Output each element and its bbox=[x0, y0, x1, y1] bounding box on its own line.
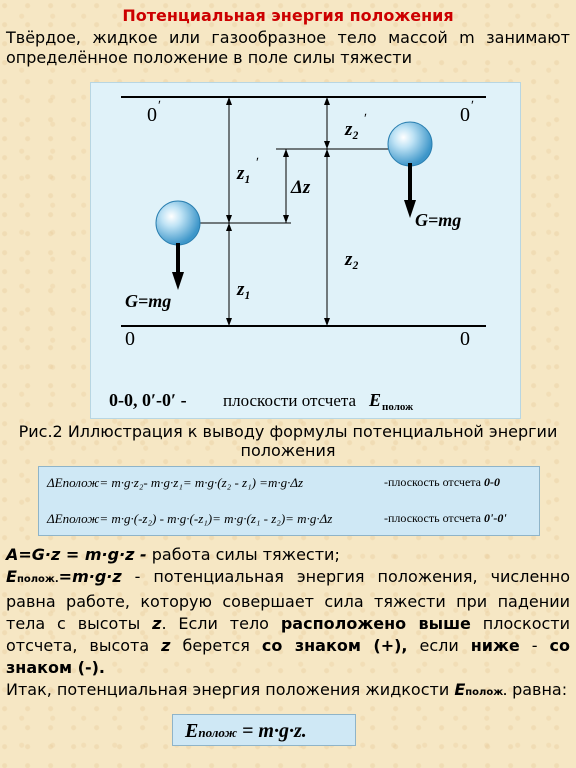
label-zero-left: 0 bbox=[125, 328, 135, 350]
body-text bbox=[6, 544, 570, 704]
legend-E: E bbox=[369, 390, 382, 410]
figure-svg bbox=[91, 83, 520, 418]
figure-illustration bbox=[90, 82, 521, 419]
figure-caption: Рис.2 Иллюстрация к выводу формулы потенциальной энергии положения bbox=[18, 422, 558, 460]
svg-text:ʹ: ʹ bbox=[471, 99, 475, 114]
formula-row-2: ΔEполож= m·g·(-z₂) - m·g·(-z₁)= m·g·(z₁ - z₂)= m·g·Δz bbox=[47, 511, 333, 526]
legend-planes: 0-0, 0ʹ-0ʹ - bbox=[109, 390, 187, 410]
label-zero-prime-right: 0 bbox=[460, 104, 470, 126]
formula-row-1: ΔEполож= m·g·z₂- m·g·z₁= m·g·(z₂ - z₁) =m·g·Δz bbox=[47, 475, 304, 490]
label-z1: z₁ bbox=[237, 279, 252, 300]
energy-definition: Eполож.=m·g·z - потенциальная энергия положения, численно равна работе, которую совершает сила тяжести при падении тела с высоты z. Если тело расположено выше плоскости отсчета, высота z берется со знаком (+), если ниже - со знаком (-). bbox=[6, 567, 571, 677]
work-definition: A=G·z = m·g·z - работа силы тяжести; bbox=[6, 545, 340, 564]
formula-row-2-note: -плоскость отсчета 0ʹ-0ʹ bbox=[384, 511, 507, 525]
legend-text: плоскости отсчета bbox=[223, 391, 357, 410]
formula-row-1-note: -плоскость отсчета 0-0 bbox=[384, 475, 500, 489]
label-delta-z: Δz bbox=[291, 177, 311, 198]
label-zero-prime-left: 0 bbox=[147, 104, 157, 126]
force-arrow-lower bbox=[172, 272, 184, 290]
svg-text:ʹ: ʹ bbox=[158, 99, 162, 114]
label-force-lower: G=mg bbox=[125, 291, 172, 311]
formula-box bbox=[38, 466, 540, 536]
svg-text:ʹ: ʹ bbox=[364, 112, 368, 127]
conclusion: Итак, потенциальная энергия положения жидкости Eполож. равна: bbox=[6, 680, 568, 699]
label-z2: z₂ bbox=[345, 249, 360, 270]
ball-lower bbox=[156, 201, 200, 245]
label-force-upper: G=mg bbox=[415, 210, 462, 230]
page-title: Потенциальная энергия положения bbox=[122, 6, 454, 25]
label-z1-prime: z₁ bbox=[237, 163, 252, 184]
legend-E-sub: полож bbox=[382, 401, 414, 413]
label-z2-prime: z₂ bbox=[345, 119, 360, 140]
intro-paragraph: Твёрдое, жидкое или газообразное тело массой m занимают определённое положение в поле силы тяжести bbox=[6, 28, 570, 67]
ball-upper bbox=[388, 122, 432, 166]
svg-text:ʹ: ʹ bbox=[256, 156, 260, 171]
final-formula: Eполож = m·g·z. bbox=[172, 714, 356, 746]
label-zero-right: 0 bbox=[460, 328, 470, 350]
